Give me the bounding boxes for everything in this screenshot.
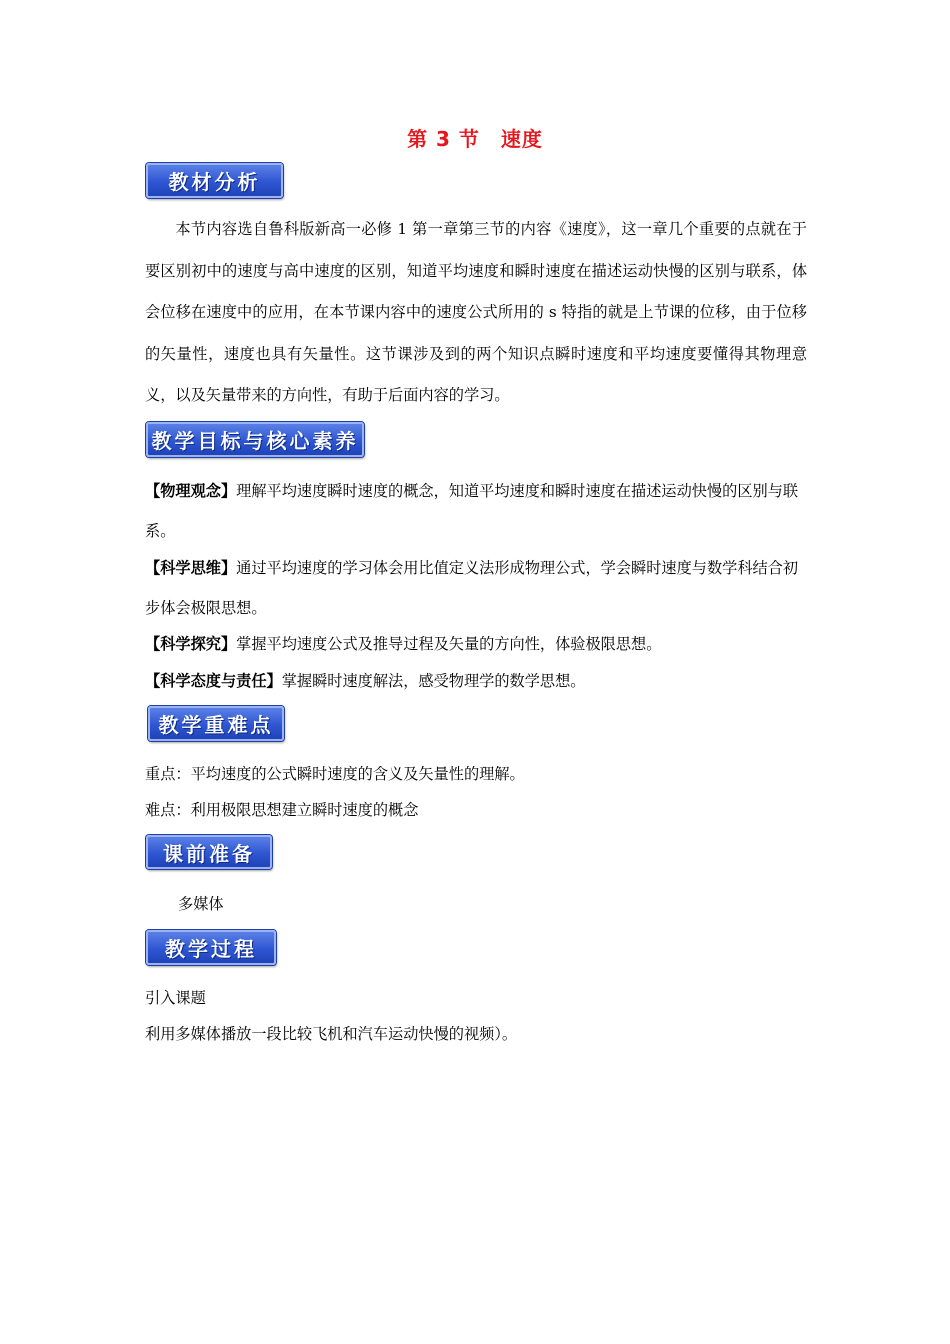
prep-text: 多媒体 [178,895,224,913]
analysis-paragraph: 本节内容选自鲁科版新高一必修 1 第一章第三节的内容《速度》，这一章几个重要的点就在于要区别初中的速度与高中速度的区别，知道平均速度和瞬时速度在描述运动快慢的区别与联系，体会位移在速度中的应用，在本节课内容中的速度公式所用的 s 特指的就是上节课的位移，由于位移的矢量性，速度也具有矢量性。这节课涉及到的两个知识点瞬时速度和平均速度要懂得其物理意义，以及矢量带来的方向性，有助于后面内容的学习。 [145,220,807,404]
goal-text: 掌握平均速度公式及推导过程及矢量的方向性，体验极限思想。 [236,635,662,653]
section-heading-prep: 课前准备 [146,835,272,869]
goal-text: 通过平均速度的学习体会用比值定义法形成物理公式，学会瞬时速度与数学科结合初步体会极限思想。 [145,559,799,617]
process-intro: 引入课题 [145,989,206,1007]
goal-scientific-attitude [145,662,807,700]
goal-label: 【科学探究】 [145,635,237,653]
section-heading-goals: 教学目标与核心素养 [146,422,364,457]
goal-label: 【科学态度与责任】 [145,672,282,690]
section-heading-analysis: 教材分析 [146,163,283,198]
goal-physics-concept [145,471,807,551]
keypoint-focus: 重点：平均速度的公式瞬时速度的含义及矢量性的理解。 [145,765,525,783]
goal-text: 理解平均速度瞬时速度的概念，知道平均速度和瞬时速度在描述运动快慢的区别与联系。 [145,482,799,540]
process-text: 利用多媒体播放一段比较飞机和汽车运动快慢的视频）。 [145,1025,518,1043]
goal-scientific-inquiry [145,625,807,663]
goal-label: 【物理观念】 [145,482,237,500]
goal-text: 掌握瞬时速度解法，感受物理学的数学思想。 [281,672,586,690]
goal-scientific-thinking [145,548,807,628]
section-heading-process: 教学过程 [146,930,276,965]
page-title: 第 3 节 速度 [407,127,543,151]
goal-label: 【科学思维】 [145,559,237,577]
keypoint-difficulty: 难点：利用极限思想建立瞬时速度的概念 [145,801,419,819]
section-heading-keypoints: 教学重难点 [148,706,284,741]
